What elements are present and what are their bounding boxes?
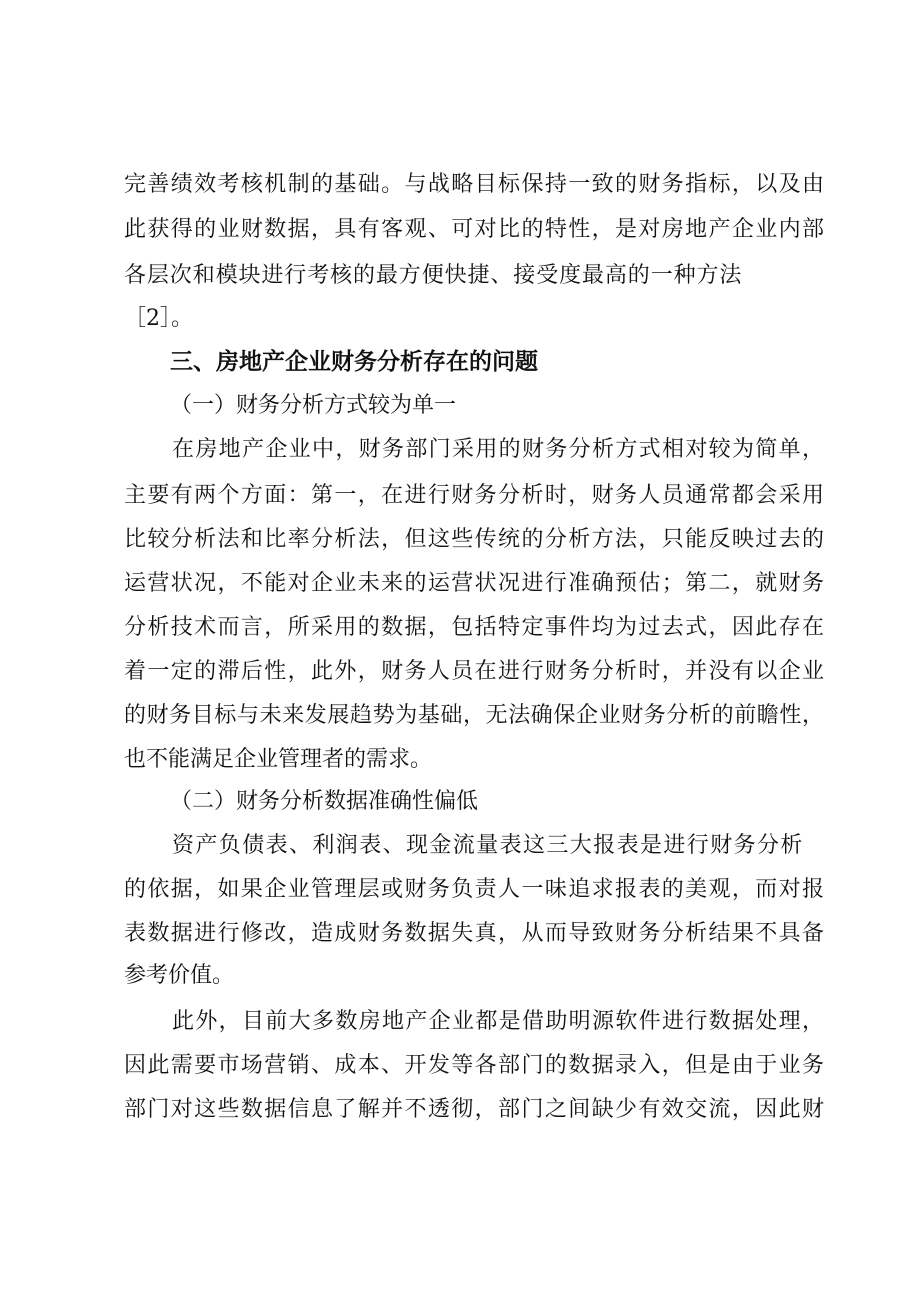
paragraph-line: 的财务目标与未来发展趋势为基础，无法确保企业财务分析的前瞻性， (124, 703, 824, 728)
paragraph-line: 主要有两个方面：第一，在进行财务分析时，财务人员通常都会采用 (124, 483, 824, 508)
paragraph-line: 此获得的业财数据，具有客观、可对比的特性，是对房地产企业内部 (124, 217, 824, 242)
paragraph-line: 资产负债表、利润表、现金流量表这三大报表是进行财务分析 (172, 833, 804, 858)
paragraph-line: 比较分析法和比率分析法，但这些传统的分析方法，只能反映过去的 (124, 527, 824, 552)
paragraph-line: 运营状况，不能对企业未来的运营状况进行准确预估；第二，就财务 (124, 571, 824, 596)
section-heading: 三、房地产企业财务分析存在的问题 (170, 349, 538, 375)
paragraph-line: 此外，目前大多数房地产企业都是借助明源软件进行数据处理， (172, 1009, 824, 1034)
paragraph-line: 表数据进行修改，造成财务数据失真，从而导致财务分析结果不具备 (124, 921, 824, 946)
paragraph-line: 参考价值。 (124, 963, 235, 988)
paragraph-line: 分析技术而言，所采用的数据，包括特定事件均为过去式，因此存在 (124, 615, 824, 640)
citation-reference: ［2］。 (124, 306, 193, 331)
subsection-title: （二）财务分析数据准确性偏低 (170, 789, 479, 814)
paragraph-line: 因此需要市场营销、成本、开发等各部门的数据录入，但是由于业务 (124, 1053, 824, 1078)
subsection-title: （一）财务分析方式较为单一 (170, 393, 457, 418)
paragraph-line: 完善绩效考核机制的基础。与战略目标保持一致的财务指标，以及由 (124, 172, 824, 197)
paragraph-line: 在房地产企业中，财务部门采用的财务分析方式相对较为简单， (172, 437, 824, 462)
paragraph-line: 也不能满足企业管理者的需求。 (124, 747, 433, 772)
paragraph-line: 部门对这些数据信息了解并不透彻，部门之间缺少有效交流，因此财 (124, 1097, 824, 1122)
paragraph-line: 各层次和模块进行考核的最方便快捷、接受度最高的一种方法 (124, 263, 743, 288)
paragraph-line: 着一定的滞后性，此外，财务人员在进行财务分析时，并没有以企业 (124, 659, 824, 684)
paragraph-line: 的依据，如果企业管理层或财务负责人一味追求报表的美观，而对报 (124, 877, 824, 902)
